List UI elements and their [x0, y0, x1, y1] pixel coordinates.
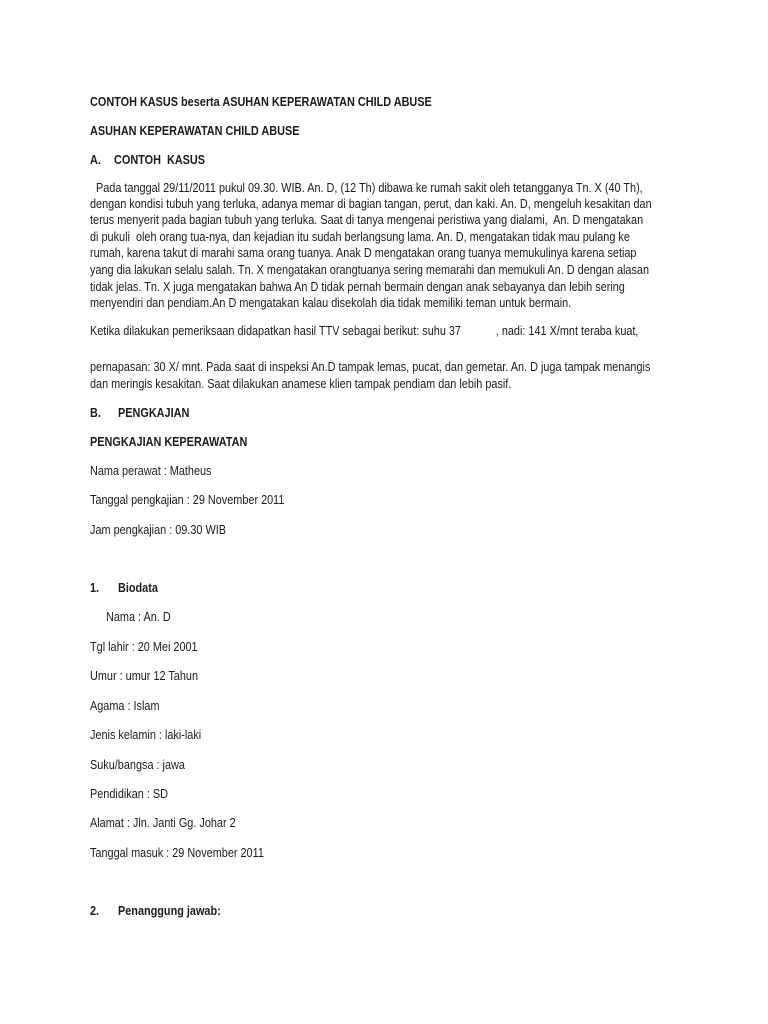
section-b-heading: PENGKAJIAN — [118, 406, 190, 420]
vitals-text-continued: , nadi: 141 X/mnt teraba kuat, — [495, 324, 639, 338]
case-paragraph-line: rumah, karena takut di marahi sama orang tuanya. Anak D mengatakan orang tuanya memukulinya karena setiap — [90, 246, 637, 260]
observation-line: dan meringis kesakitan. Saat dilakukan anamese klien tampak pendiam dan lebih pasif. — [90, 377, 512, 391]
section-b-number: B. — [90, 406, 101, 420]
guardian-number: 2. — [90, 904, 100, 918]
vitals-text: Ketika dilakukan pemeriksaan didapatkan hasil TTV sebagai berikut: suhu 37 — [90, 324, 461, 338]
document-title: CONTOH KASUS beserta ASUHAN KEPERAWATAN CHILD ABUSE — [90, 95, 432, 109]
assessment-info-line: Tanggal pengkajian : 29 November 2011 — [90, 493, 285, 507]
vitals-line — [90, 323, 638, 339]
biodata-field: Suku/bangsa : jawa — [90, 758, 185, 772]
biodata-field: Alamat : Jln. Janti Gg. Johar 2 — [90, 816, 236, 830]
section-a-heading: CONTOH KASUS — [114, 153, 206, 167]
case-paragraph-line: terus menyerit pada bagian tubuh yang terluka. Saat di tanya mengenai peristiwa yang dialami, An. D mengatakan — [90, 213, 644, 227]
assessment-info-line: Jam pengkajian : 09.30 WIB — [90, 523, 227, 537]
section-a-number: A. — [90, 153, 101, 167]
observation-line: pernapasan: 30 X/ mnt. Pada saat di inspeksi An.D tampak lemas, pucat, dan gemetar. An. D juga tampak menangis — [90, 360, 651, 374]
biodata-field: Nama : An. D — [106, 610, 171, 624]
case-paragraph-line: yang dia lakukan selalu salah. Tn. X mengatakan orangtuanya sering memarahi dan memukuli An. D dengan alasan — [90, 263, 650, 277]
case-paragraph-line: tidak jelas. Tn. X juga mengatakan bahwa An D tidak pernah bermain dengan anak sebayanya dan lebih sering — [90, 280, 625, 294]
guardian-heading: Penanggung jawab: — [118, 904, 221, 918]
case-paragraph-line: Pada tanggal 29/11/2011 pukul 09.30. WIB. An. D, (12 Th) dibawa ke rumah sakit oleh tetangganya Tn. X (40 Th), — [96, 181, 643, 195]
assessment-info-line: Nama perawat : Matheus — [90, 464, 212, 478]
biodata-field: Pendidikan : SD — [90, 787, 168, 801]
case-paragraph-line: di pukuli oleh orang tua-nya, dan kejadian itu sudah berlangsung lama. An. D, mengatakan tidak mau pulang ke — [90, 230, 630, 244]
case-paragraph-line: dengan kondisi tubuh yang terluka, adanya memar di bagian tangan, perut, dan kaki. An. D, mengeluh kesakitan dan — [90, 197, 652, 211]
biodata-field: Agama : Islam — [90, 699, 160, 713]
biodata-field: Umur : umur 12 Tahun — [90, 669, 199, 683]
document-subtitle: ASUHAN KEPERAWATAN CHILD ABUSE — [90, 124, 300, 138]
biodata-heading: Biodata — [118, 581, 158, 595]
biodata-field: Tanggal masuk : 29 November 2011 — [90, 846, 264, 860]
biodata-number: 1. — [90, 581, 100, 595]
section-b-subheading: PENGKAJIAN KEPERAWATAN — [90, 435, 248, 449]
case-paragraph-line: menyendiri dan pendiam.An D mengatakan kalau disekolah dia tidak memiliki teman untuk bermain. — [90, 296, 572, 310]
biodata-field: Tgl lahir : 20 Mei 2001 — [90, 640, 198, 654]
biodata-field: Jenis kelamin : laki-laki — [90, 728, 202, 742]
